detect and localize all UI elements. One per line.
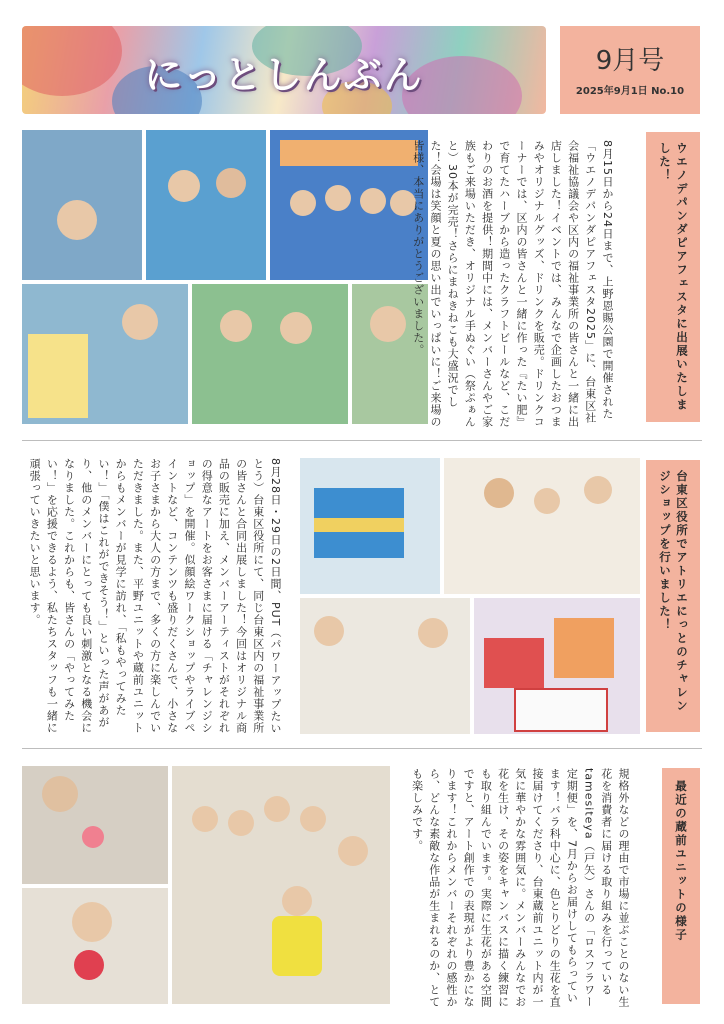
photo (22, 766, 168, 884)
section3-label-tab (662, 768, 700, 1004)
photo (172, 766, 390, 1004)
photo (146, 130, 266, 280)
newsletter-title: にっとしんぶん (144, 53, 424, 97)
section1-photos (22, 130, 428, 424)
photo (22, 130, 142, 280)
photo (444, 458, 640, 594)
issue-date: 2025年9月1日 No.10 (575, 86, 685, 97)
section2-photos (300, 458, 640, 734)
photo (270, 130, 428, 280)
section2-body: 8月28日・29日の2日間、PUT（パワーアップたいとう）台東区役所にて、同じ台東区内の福祉事業所の皆さんと合同出展しました！今回はオリジナル商品の販売に加え、メンバーアーティストがそれぞれの得意なアートをお客さまに届ける「チャレンジショップ」を開催。似顔絵ワークショップやライブペイントなど、コンテンツも盛りだくさんで、小さなお子さまから大人の方まで、多くの方に楽しんでいただきました。また、平野ユニットや蔵前ユニットからもメンバーが見学に訪れ、「私もやってみたい！」「僕はこれができそう！」といった声があがり、他のメンバーにとっても良い刺激となる機会になりました。これからも、皆さんの「やってみたい！」を応援できるよう、私たちスタッフも一緒に頑張っていきたいと思います。 (28, 458, 282, 735)
issue-month: 9月号 (595, 46, 665, 76)
photo (474, 598, 640, 734)
section2-label: 台東区役所でアトリエにっとのチャレンジショップを行いました！ (658, 470, 689, 713)
section1-body: 8月15日から24日まで、上野恩賜公園で開催された「ウエノデパンダピアフェスタ2025」に、台東区社会福祉協議会や区内の福祉事業所の皆さんと一緒に出店しました！イベントでは、みんなで企画したおつまみやオリジナルグッズ、ドリンクを販売。ドリンクコーナーでは、区内の皆さんと一緒に作った『たい肥』で育てたハーブから造ったクラフトビールなど、こだわりのお酒を提供！期間中には、メンバーさんやご家族もご来場いただき、オリジナル手ぬぐい（祭ぷぁんと）30本が完売！さらにまねきねこも大盛況でした！会場は笑顔と夏の思い出でいっぱいに！ご来場の皆様、本当にありがとうございました。 (411, 140, 614, 428)
photo (22, 284, 188, 424)
masthead-banner (22, 26, 546, 114)
photo (300, 458, 440, 594)
issue-box (560, 26, 700, 114)
section3-label: 最近の蔵前ユニットの様子 (674, 780, 688, 942)
section2-label-tab (646, 460, 700, 732)
photo (192, 284, 348, 424)
divider (22, 440, 702, 441)
photo (22, 888, 168, 1004)
divider (22, 748, 702, 749)
section1-label: ウエノデパンダピアフェスタに出展いたしました！ (658, 142, 689, 412)
section3-body: 規格外などの理由で市場に並ぶことのない生花を消費者に届ける取り組みを行っているtamesiteya（戸矢）さんの「ロスフラワー定期便」を、7月からお届けしてもらっています！バラ科中心に、色とりどりの生花を直接届けてくださり、台東蔵前ユニット内が一気に華やかな雰囲気に。メンバーみんなでお花を生け、その姿をキャンバスに描く練習にも取り組んでいます。実際に生花がある空間ですと、アート創作での表現がより豊かになります！これからメンバーそれぞれの感性から、どんな素敵な作品が生まれるのか、とても楽しみです。 (410, 768, 630, 1008)
section1-label-tab (646, 132, 700, 422)
photo (300, 598, 470, 734)
section3-photos (22, 766, 390, 1004)
